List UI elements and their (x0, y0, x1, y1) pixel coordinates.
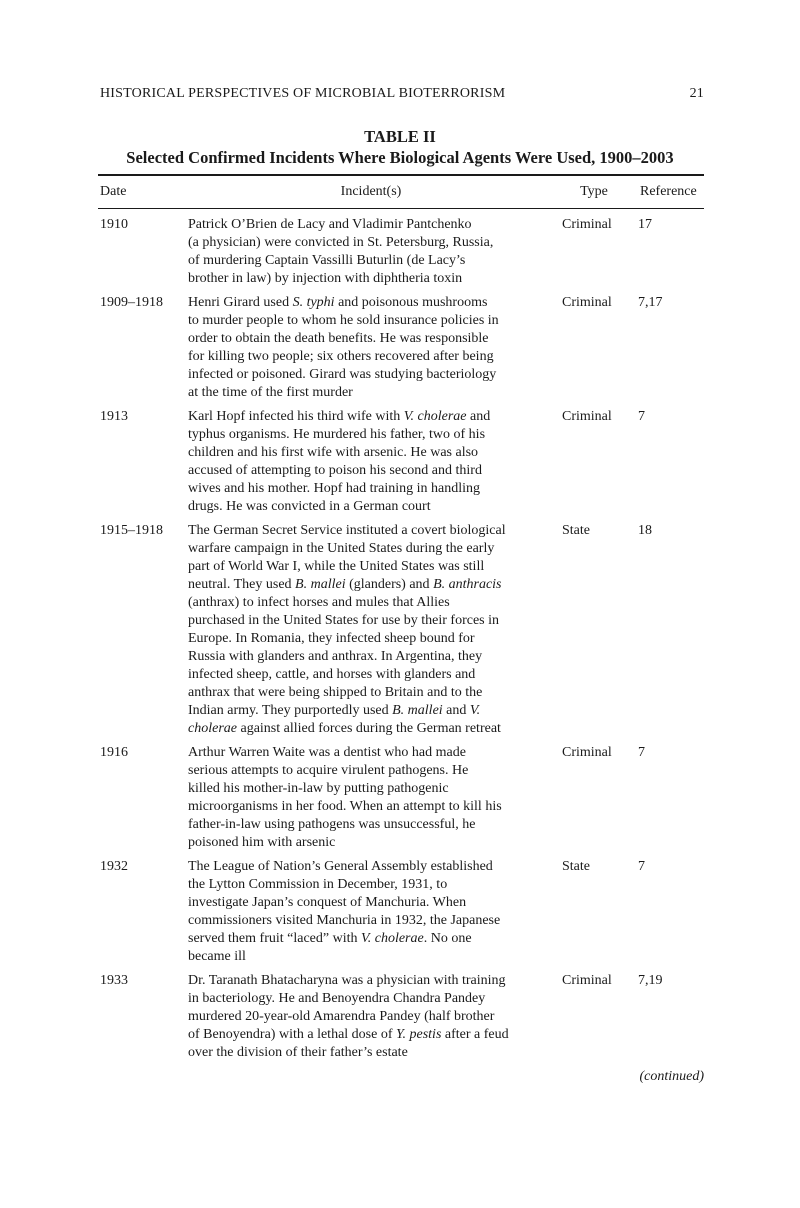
table-row (100, 408, 704, 516)
incident-line: in bacteriology. He and Benoyendra Chandra Pandey (188, 991, 486, 1006)
incident-line: infected or poisoned. Girard was studying bacteriology (188, 367, 497, 382)
column-header-reference: Reference (640, 184, 697, 199)
incident-line: infected sheep, cattle, and horses with glanders and (188, 667, 476, 682)
cell-date: 1933 (100, 973, 128, 988)
table-row (100, 522, 704, 738)
cell-type: Criminal (562, 745, 612, 760)
cell-type: Criminal (562, 973, 612, 988)
cell-date: 1916 (100, 745, 128, 760)
cell-incident (188, 744, 554, 852)
incident-line: serious attempts to acquire virulent pathogens. He (188, 763, 469, 778)
running-head (100, 86, 704, 102)
incident-line: brother in law) by injection with diphtheria toxin (188, 271, 463, 286)
incident-line: purchased in the United States for use by their forces in (188, 613, 500, 628)
incident-line: (anthrax) to infect horses and mules that Allies (188, 595, 450, 610)
incident-line: neutral. They used B. mallei (glanders) and B. anthracis (188, 577, 502, 592)
incident-line: anthrax that were being shipped to Britain and to the (188, 685, 483, 700)
incident-line: Patrick O’Brien de Lacy and Vladimir Pantchenko (188, 217, 472, 232)
table-row (100, 216, 704, 288)
incident-line: Indian army. They purportedly used B. mallei and V. (188, 703, 481, 718)
cell-reference: 7 (638, 409, 645, 424)
incident-line: typhus organisms. He murdered his father, two of his (188, 427, 486, 442)
incident-line: part of World War I, while the United States was still (188, 559, 485, 574)
incident-line: investigate Japan’s conquest of Manchuria. When (188, 895, 467, 910)
cell-type: Criminal (562, 217, 612, 232)
cell-incident (188, 216, 554, 288)
cell-date: 1913 (100, 409, 128, 424)
table-row (100, 744, 704, 852)
cell-type: State (562, 859, 590, 874)
cell-reference: 7,19 (638, 973, 663, 988)
incident-line: for killing two people; six others recovered after being (188, 349, 494, 364)
cell-incident (188, 522, 554, 738)
table-row (100, 294, 704, 402)
incident-line: children and his first wife with arsenic. He was also (188, 445, 479, 460)
incident-line: Dr. Taranath Bhatacharyna was a physician with training (188, 973, 506, 988)
incident-line: wives and his mother. Hopf had training in handling (188, 481, 481, 496)
cell-type: Criminal (562, 295, 612, 310)
running-title: HISTORICAL PERSPECTIVES OF MICROBIAL BIOTERRORISM (100, 86, 506, 101)
cell-incident (188, 294, 554, 402)
incident-line: Russia with glanders and anthrax. In Argentina, they (188, 649, 483, 664)
column-header-date: Date (100, 184, 127, 199)
table-top-rule (98, 174, 704, 176)
cell-reference: 18 (638, 523, 652, 538)
incident-line: accused of attempting to poison his second and third (188, 463, 482, 478)
incident-line: at the time of the first murder (188, 385, 353, 400)
cell-type: Criminal (562, 409, 612, 424)
incident-line: warfare campaign in the United States during the early (188, 541, 495, 556)
incident-line: microorganisms in her food. When an attempt to kill his (188, 799, 502, 814)
incident-line: Europe. In Romania, they infected sheep bound for (188, 631, 475, 646)
incident-line: cholerae against allied forces during the German retreat (188, 721, 501, 736)
incident-line: Karl Hopf infected his third wife with V. cholerae and (188, 409, 491, 424)
table-title: Selected Confirmed Incidents Where Biological Agents Were Used, 1900–2003 (126, 148, 674, 167)
cell-reference: 7 (638, 859, 645, 874)
cell-reference: 7 (638, 745, 645, 760)
incident-line: The League of Nation’s General Assembly established (188, 859, 493, 874)
cell-reference: 7,17 (638, 295, 663, 310)
incident-line: to murder people to whom he sold insurance policies in (188, 313, 499, 328)
incident-line: father-in-law using pathogens was unsuccessful, he (188, 817, 476, 832)
incident-line: Henri Girard used S. typhi and poisonous mushrooms (188, 295, 488, 310)
incident-line: over the division of their father’s estate (188, 1045, 408, 1060)
incident-line: commissioners visited Manchuria in 1932, the Japanese (188, 913, 501, 928)
table-caption (96, 126, 704, 168)
incident-line: killed his mother-in-law by putting pathogenic (188, 781, 449, 796)
table-row (100, 972, 704, 1062)
incident-line: drugs. He was convicted in a German court (188, 499, 431, 514)
column-header-type: Type (580, 184, 608, 199)
cell-incident (188, 858, 554, 966)
cell-date: 1932 (100, 859, 128, 874)
table-body (100, 216, 704, 1068)
incident-line: (a physician) were convicted in St. Petersburg, Russia, (188, 235, 494, 250)
incident-line: The German Secret Service instituted a covert biological (188, 523, 506, 538)
incident-line: poisoned him with arsenic (188, 835, 336, 850)
incident-line: became ill (188, 949, 246, 964)
table-number: TABLE II (364, 127, 436, 146)
cell-incident (188, 972, 554, 1062)
cell-type: State (562, 523, 590, 538)
incident-line: served them fruit “laced” with V. cholerae. No one (188, 931, 472, 946)
cell-date: 1910 (100, 217, 128, 232)
incident-line: the Lytton Commission in December, 1931, to (188, 877, 448, 892)
cell-date: 1909–1918 (100, 295, 163, 310)
continued-note: (continued) (639, 1069, 704, 1084)
cell-incident (188, 408, 554, 516)
incident-line: murdered 20-year-old Amarendra Pandey (half brother (188, 1009, 495, 1024)
incident-line: of murdering Captain Vassilli Buturlin (de Lacy’s (188, 253, 466, 268)
incident-line: Arthur Warren Waite was a dentist who had made (188, 745, 466, 760)
table-row (100, 858, 704, 966)
cell-reference: 17 (638, 217, 652, 232)
incident-line: of Benoyendra) with a lethal dose of Y. pestis after a feud (188, 1027, 509, 1042)
table-header-rule (98, 208, 704, 209)
page-number: 21 (689, 86, 704, 101)
incident-line: order to obtain the death benefits. He was responsible (188, 331, 489, 346)
cell-date: 1915–1918 (100, 523, 163, 538)
column-header-incidents: Incident(s) (340, 184, 402, 199)
